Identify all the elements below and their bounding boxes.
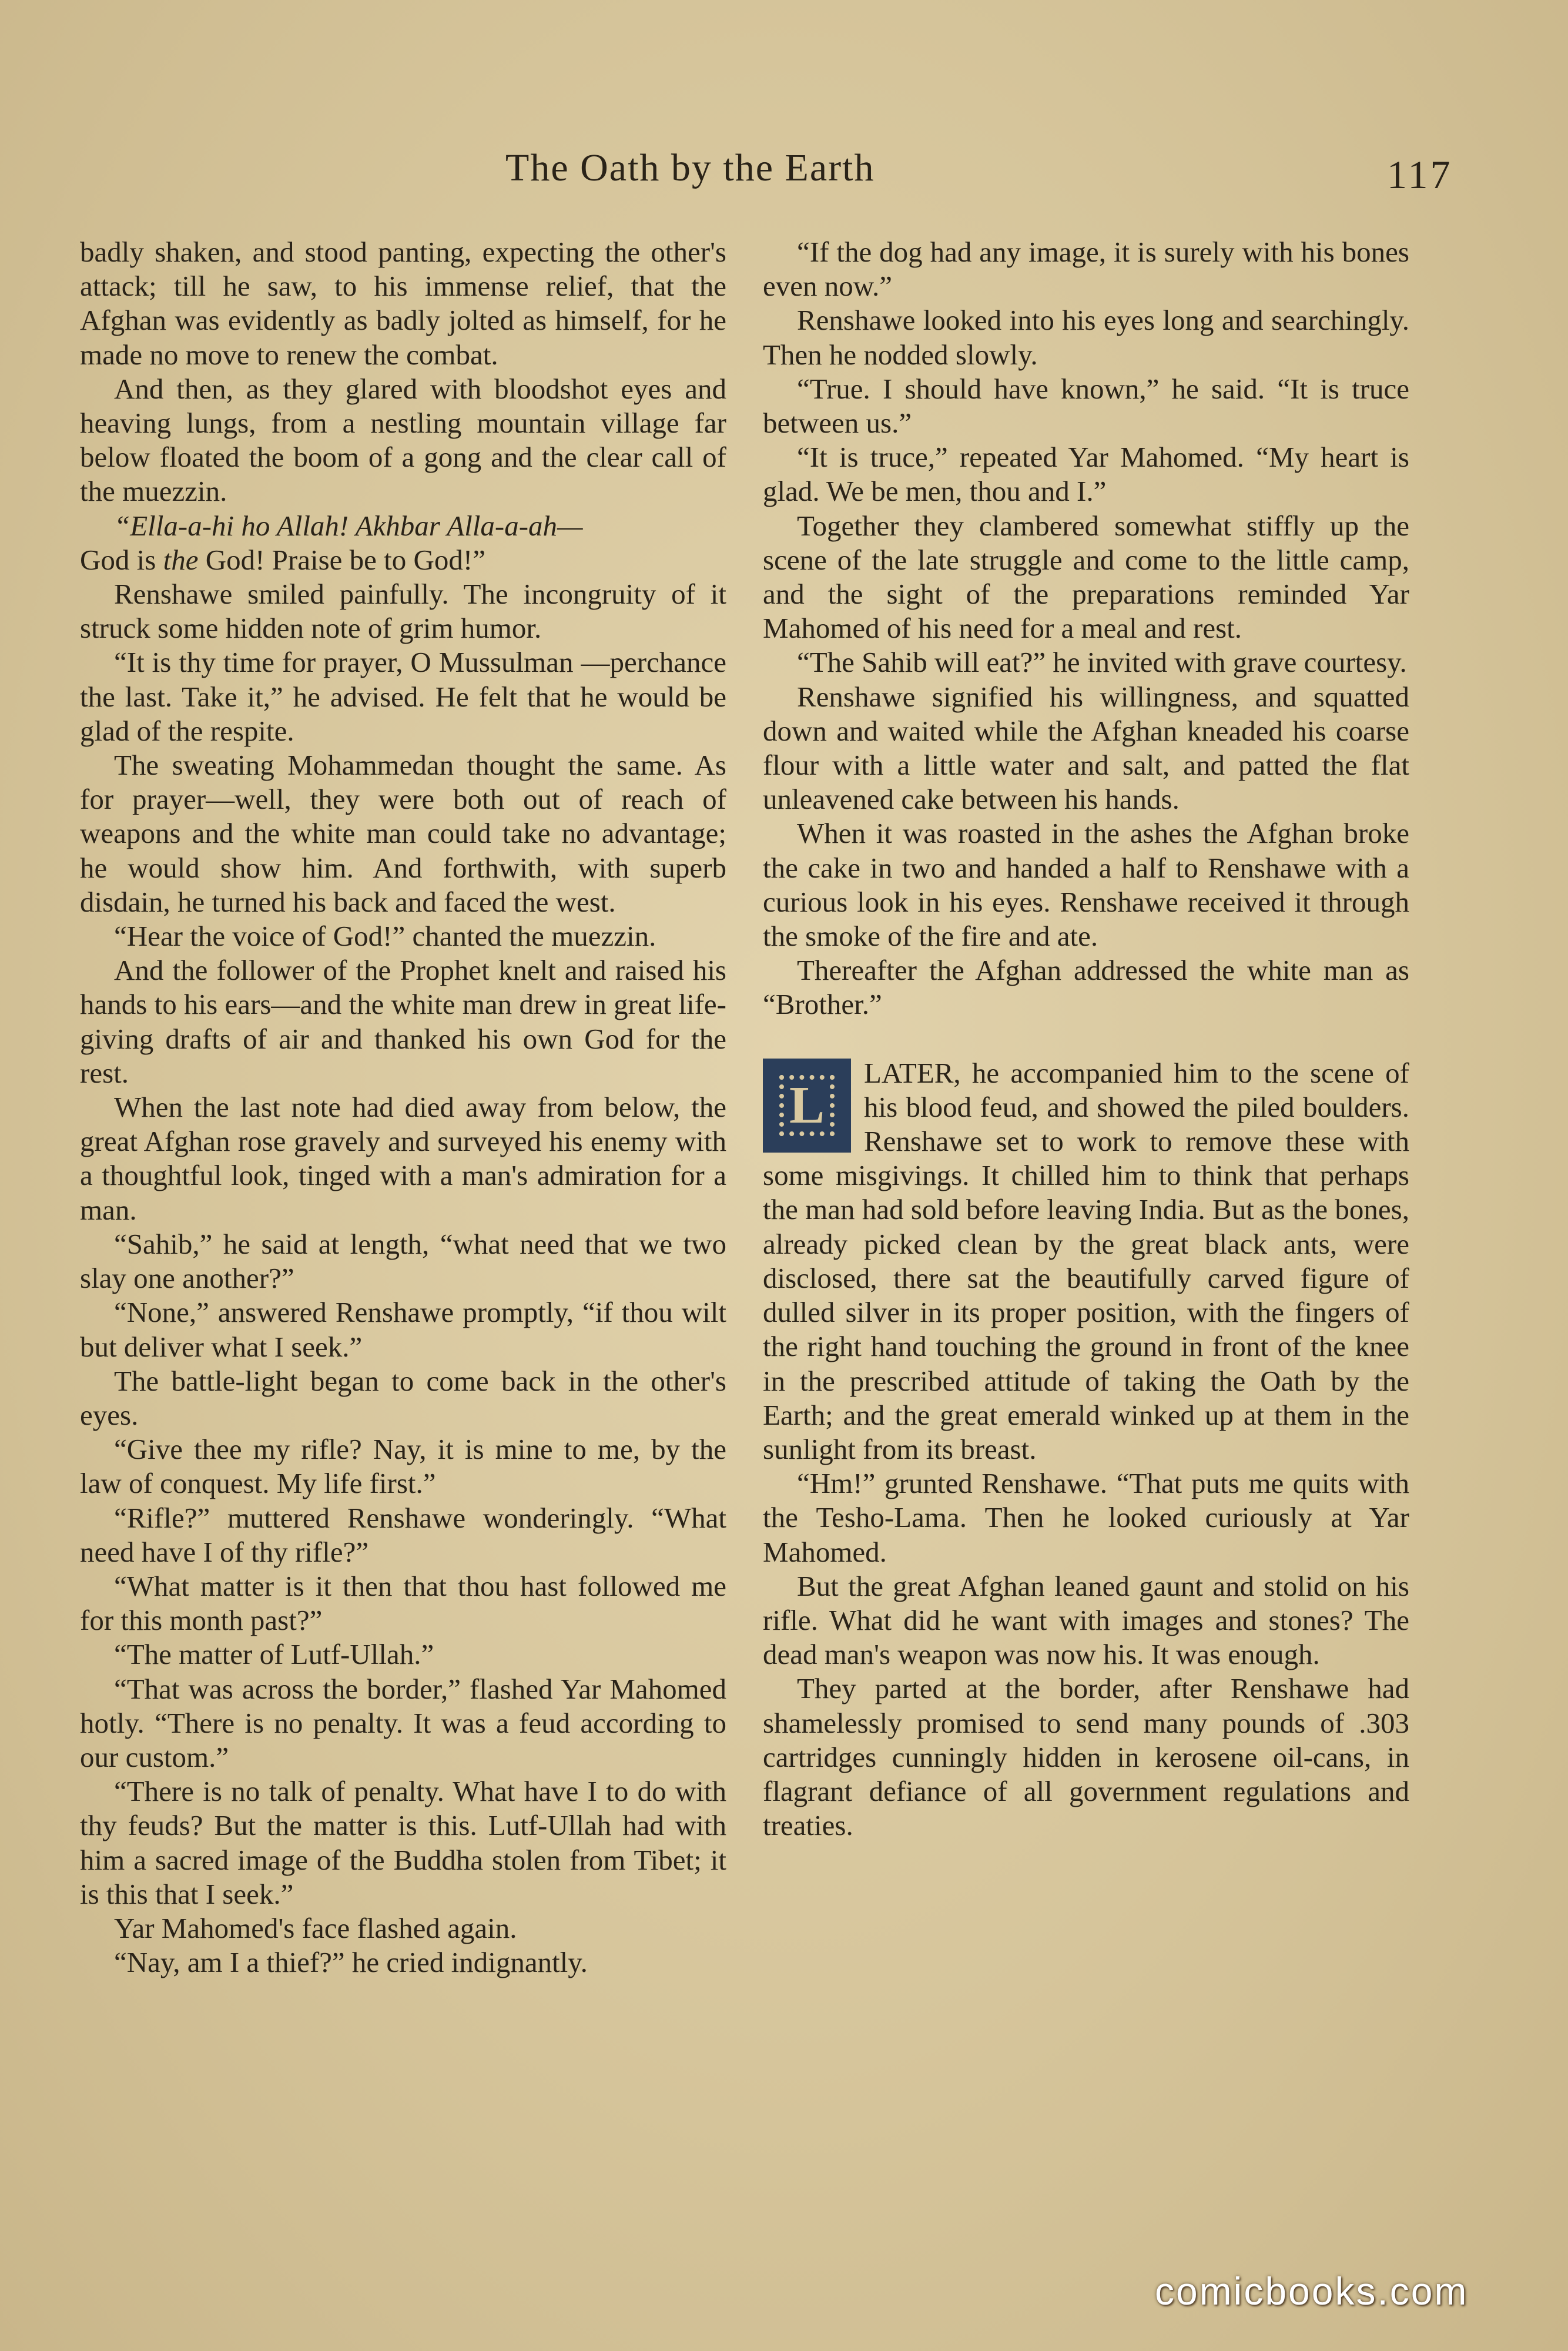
paragraph: “Give thee my rifle? Nay, it is mine to me, by the law of conquest. My life first.” xyxy=(80,1433,726,1500)
paragraph: And then, as they glared with bloodshot eyes and heaving lungs, from a nestling mountain village far below floated the boom of a gong and the clear call of the muezzin. xyxy=(80,372,726,508)
paragraph: “Hear the voice of God!” chanted the muezzin. xyxy=(114,920,656,953)
paragraph: “None,” answered Renshawe promptly, “if thou wilt but deliver what I seek.” xyxy=(80,1296,726,1363)
chant-italic: “Ella-a-hi ho Allah! Akhbar Alla-a-ah— xyxy=(114,509,583,542)
paragraph: The sweating Mohammedan thought the same. As for prayer—well, they were both out of reach of weapons and the white man could take no advantage; he would show him. And forthwith, with superb disdain, he turned his back and faced the west. xyxy=(80,749,726,918)
paragraph: “It is truce,” repeated Yar Mahomed. “My heart is glad. We be men, thou and I.” xyxy=(763,441,1409,508)
chant-post: God! Praise be to God!” xyxy=(198,543,485,576)
paragraph: And the follower of the Prophet knelt and raised his hands to his ears—and the white man drew in great life-giving drafts of air and thanked his own God for the rest. xyxy=(80,954,726,1089)
paragraph: “Hm!” grunted Renshawe. “That puts me quits with the Tesho-Lama. Then he looked curiously at Yar Mahomed. xyxy=(763,1467,1409,1568)
paragraph: Renshawe smiled painfully. The incongruity of it struck some hidden note of grim humor. xyxy=(80,578,726,645)
paragraph: “Sahib,” he said at length, “what need that we two slay one another?” xyxy=(80,1227,726,1295)
paragraph: “The matter of Lutf-Ullah.” xyxy=(114,1638,434,1671)
paragraph: “True. I should have known,” he said. “It is truce between us.” xyxy=(763,372,1409,440)
paragraph: badly shaken, and stood panting, expecting the other's attack; till he saw, to his immense relief, that the Afghan was evidently as badly jolted as himself, for he made no move to renew the combat. xyxy=(80,236,726,371)
paragraph: When it was roasted in the ashes the Afghan broke the cake in two and handed a half to Renshawe with a curious look in his eyes. Renshawe received it through the smoke of the fire and ate. xyxy=(763,817,1409,953)
paragraph: Together they clambered somewhat stiffly up the scene of the late struggle and come to the little camp, and the sight of the preparations reminded Yar Mahomed of his need for a meal and rest. xyxy=(763,509,1409,645)
page-number: 117 xyxy=(1387,152,1453,197)
chant-pre: God is xyxy=(80,543,163,576)
chant-paragraph xyxy=(80,509,726,577)
paragraph: “It is thy time for prayer, O Mussulman —perchance the last. Take it,” he advised. He felt that he would be glad of the respite. xyxy=(80,646,726,747)
site-watermark: comicbooks.com xyxy=(1155,2269,1469,2313)
paragraph: Renshawe looked into his eyes long and searchingly. Then he nodded slowly. xyxy=(763,304,1409,371)
paragraph: Yar Mahomed's face flashed again. xyxy=(114,1911,517,1944)
ornamental-dropcap-icon xyxy=(763,1059,851,1153)
right-column xyxy=(763,235,1409,1843)
running-title: The Oath by the Earth xyxy=(505,146,875,189)
paragraph: “The Sahib will eat?” he invited with grave courtesy. xyxy=(797,646,1407,679)
paragraph: “There is no talk of penalty. What have I to do with thy feuds? But the matter is this. Lutf-Ullah had with him a sacred image of the Buddha stolen from Tibet; it is this that I seek.” xyxy=(80,1775,726,1910)
paragraph: “Nay, am I a thief?” he cried indignantly. xyxy=(114,1946,588,1979)
paragraph: Renshawe signified his willingness, and squatted down and waited while the Afghan kneaded his coarse flour with a little water and salt, and patted the flat unleavened cake between his hands. xyxy=(763,680,1409,816)
paragraph: But the great Afghan leaned gaunt and stolid on his rifle. What did he want with images and stones? The dead man's weapon was now his. It was enough. xyxy=(763,1569,1409,1671)
paragraph: “Rifle?” muttered Renshawe wonderingly. “What need have I of thy rifle?” xyxy=(80,1501,726,1568)
paragraph: They parted at the border, after Renshawe had shamelessly promised to send many pounds of .303 cartridges cunningly hidden in kerosene oil-cans, in flagrant defiance of all government regulations and treaties. xyxy=(763,1672,1409,1842)
section-two xyxy=(763,1056,1409,1466)
paragraph: When the last note had died away from below, the great Afghan rose gravely and surveyed his enemy with a thoughtful look, tinged with a man's admiration for a man. xyxy=(80,1091,726,1226)
paragraph: The battle-light began to come back in the other's eyes. xyxy=(80,1364,726,1431)
paragraph: “What matter is it then that thou hast followed me for this month past?” xyxy=(80,1569,726,1637)
chant-emphasis: the xyxy=(163,543,199,576)
dropcap-letter: L xyxy=(789,1076,825,1134)
paragraph: “If the dog had any image, it is surely with his bones even now.” xyxy=(763,236,1409,303)
paragraph: Thereafter the Afghan addressed the white man as “Brother.” xyxy=(763,954,1409,1021)
section-two-opening: LATER, he accompanied him to the scene of his blood feud, and showed the piled boulders. Renshawe set to work to remove these with some misgivings. It chilled him to think that perhaps the man had sold before leaving India. But as the bones, already picked clean by the great black ants, were disclosed, there sat the beautifully carved figure of dulled silver in its proper position, with the fingers of the right hand touching the ground in front of the knee in the prescribed attitude of taking the Oath by the Earth; and the great emerald winked up at them in the sunlight from its breast. xyxy=(763,1056,1409,1465)
left-column xyxy=(80,235,726,1980)
paragraph: “That was across the border,” flashed Yar Mahomed hotly. “There is no penalty. It was a feud according to our custom.” xyxy=(80,1672,726,1773)
